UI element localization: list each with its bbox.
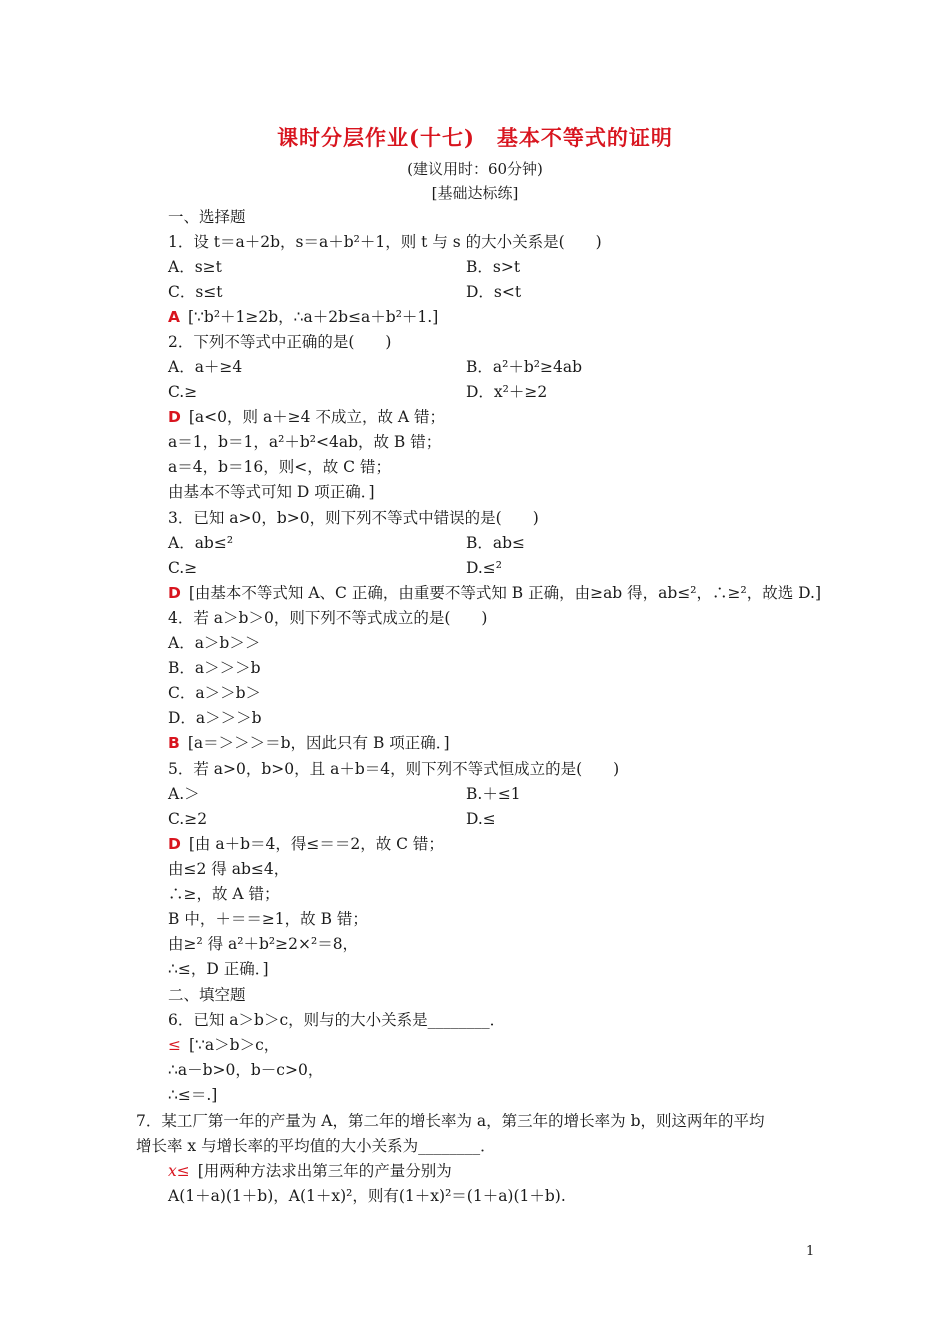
question-2-explanation-3: a＝4，b＝16，则<，故 C 错；: [168, 458, 391, 476]
question-1-option-d: D．s<t: [466, 283, 522, 301]
question-4-option-a: A．a＞b＞＞: [168, 634, 261, 652]
question-2-explanation-2: a＝1，b＝1，a²＋b²<4ab，故 B 错；: [168, 433, 442, 451]
level-heading: [基础达标练]: [431, 184, 519, 202]
question-4-option-d: D．a＞＞＞b: [168, 709, 262, 727]
question-3-option-c: C.≥: [168, 559, 198, 577]
question-1-option-b: B．s>t: [466, 258, 521, 276]
question-5-option-a: A.＞: [168, 785, 200, 803]
question-2-option-c: C.≥: [168, 383, 198, 401]
question-5-option-d: D.≤: [466, 810, 496, 828]
question-3-explanation: [由基本不等式知 A、C 正确，由重要不等式知 B 正确，由≥ab 得，ab≤²，∴≥²，故选 D.]: [188, 584, 821, 602]
question-6-explanation-1: [∵a＞b＞c，: [189, 1036, 280, 1054]
question-3-option-a: A．ab≤²: [168, 534, 234, 552]
question-3-option-b: B．ab≤: [466, 534, 526, 552]
question-5-answer: D: [168, 835, 181, 853]
question-3-stem: 3．已知 a>0，b>0，则下列不等式中错误的是( ): [168, 509, 539, 527]
question-5-explanation-5: 由≥² 得 a²＋b²≥2×²＝8，: [168, 935, 359, 953]
question-2-explanation-1: [a<0，则 a＋≥4 不成立，故 A 错；: [188, 408, 446, 426]
question-4-solution: [168, 733, 450, 753]
question-6-stem: 6．已知 a＞b＞c，则与的大小关系是________．: [168, 1011, 506, 1029]
suggested-time: (建议用时：60分钟): [407, 160, 543, 178]
question-5-explanation-1: [由 a＋b＝4，得≤＝＝2，故 C 错；: [188, 835, 444, 853]
question-3-option-d: D.≤²: [466, 559, 503, 577]
section-heading-fill: 二、填空题: [168, 986, 246, 1004]
question-7-explanation-1: [用两种方法求出第三年的产量分别为: [197, 1162, 452, 1180]
question-3-solution: [168, 583, 821, 603]
question-5-stem: 5．若 a>0，b>0，且 a＋b＝4，则下列不等式恒成立的是( ): [168, 760, 620, 778]
question-3-answer: D: [168, 584, 181, 602]
question-7-stem-1: 7．某工厂第一年的产量为 A，第二年的增长率为 a，第三年的增长率为 b，则这两年的平均: [136, 1112, 765, 1130]
question-5-explanation-2: 由≤2 得 ab≤4，: [168, 860, 290, 878]
question-7-answer: x≤: [168, 1162, 190, 1180]
question-2-solution: [168, 407, 445, 427]
question-5-solution: [168, 834, 444, 854]
question-2-option-d: D．x²＋≥2: [466, 383, 548, 401]
question-2-answer: D: [168, 408, 181, 426]
question-6-answer: ≤: [168, 1036, 181, 1054]
question-1-option-c: C．s≤t: [168, 283, 223, 301]
question-2-option-a: A．a＋≥4: [168, 358, 243, 376]
question-7-stem-2: 增长率 x 与增长率的平均值的大小关系为________．: [136, 1137, 496, 1155]
question-4-stem: 4．若 a＞b＞0，则下列不等式成立的是( ): [168, 609, 488, 627]
question-1-explanation: [∵b²＋1≥2b，∴a＋2b≤a＋b²＋1.]: [188, 308, 439, 326]
question-5-option-b: B.＋≤1: [466, 785, 521, 803]
page-title: 课时分层作业(十七) 基本不等式的证明: [277, 125, 673, 150]
question-5-option-c: C.≥2: [168, 810, 208, 828]
question-2-stem: 2．下列不等式中正确的是( ): [168, 333, 392, 351]
question-1-stem: 1．设 t＝a＋2b，s＝a＋b²＋1，则 t 与 s 的大小关系是( ): [168, 233, 602, 251]
question-5-explanation-4: B 中，＋＝＝≥1，故 B 错；: [168, 910, 368, 928]
question-4-explanation: [a＝＞＞＞＝b，因此只有 B 项正确．]: [187, 734, 450, 752]
question-6-solution: [168, 1035, 279, 1055]
question-7-explanation-2: A(1＋a)(1＋b)，A(1＋x)²，则有(1＋x)²＝(1＋a)(1＋b).: [168, 1187, 566, 1205]
question-6-explanation-2: ∴a－b>0，b－c>0，: [168, 1061, 324, 1079]
question-2-explanation-4: 由基本不等式可知 D 项正确．]: [168, 483, 375, 501]
question-7-solution: [168, 1161, 452, 1181]
question-4-option-b: B．a＞＞＞b: [168, 659, 261, 677]
section-heading-choice: 一、选择题: [168, 208, 246, 226]
question-4-option-c: C．a＞＞b＞: [168, 684, 262, 702]
question-4-answer: B: [168, 734, 180, 752]
question-1-answer: A: [168, 308, 180, 326]
question-6-explanation-3: ∴≤＝.]: [168, 1086, 218, 1104]
question-1-solution: [168, 307, 438, 327]
page-number: 1: [806, 1244, 815, 1259]
question-2-option-b: B．a²＋b²≥4ab: [466, 358, 582, 376]
question-5-explanation-6: ∴≤，D 正确．]: [168, 960, 269, 978]
question-5-explanation-3: ∴≥，故 A 错；: [168, 885, 280, 903]
question-1-option-a: A．s≥t: [168, 258, 222, 276]
